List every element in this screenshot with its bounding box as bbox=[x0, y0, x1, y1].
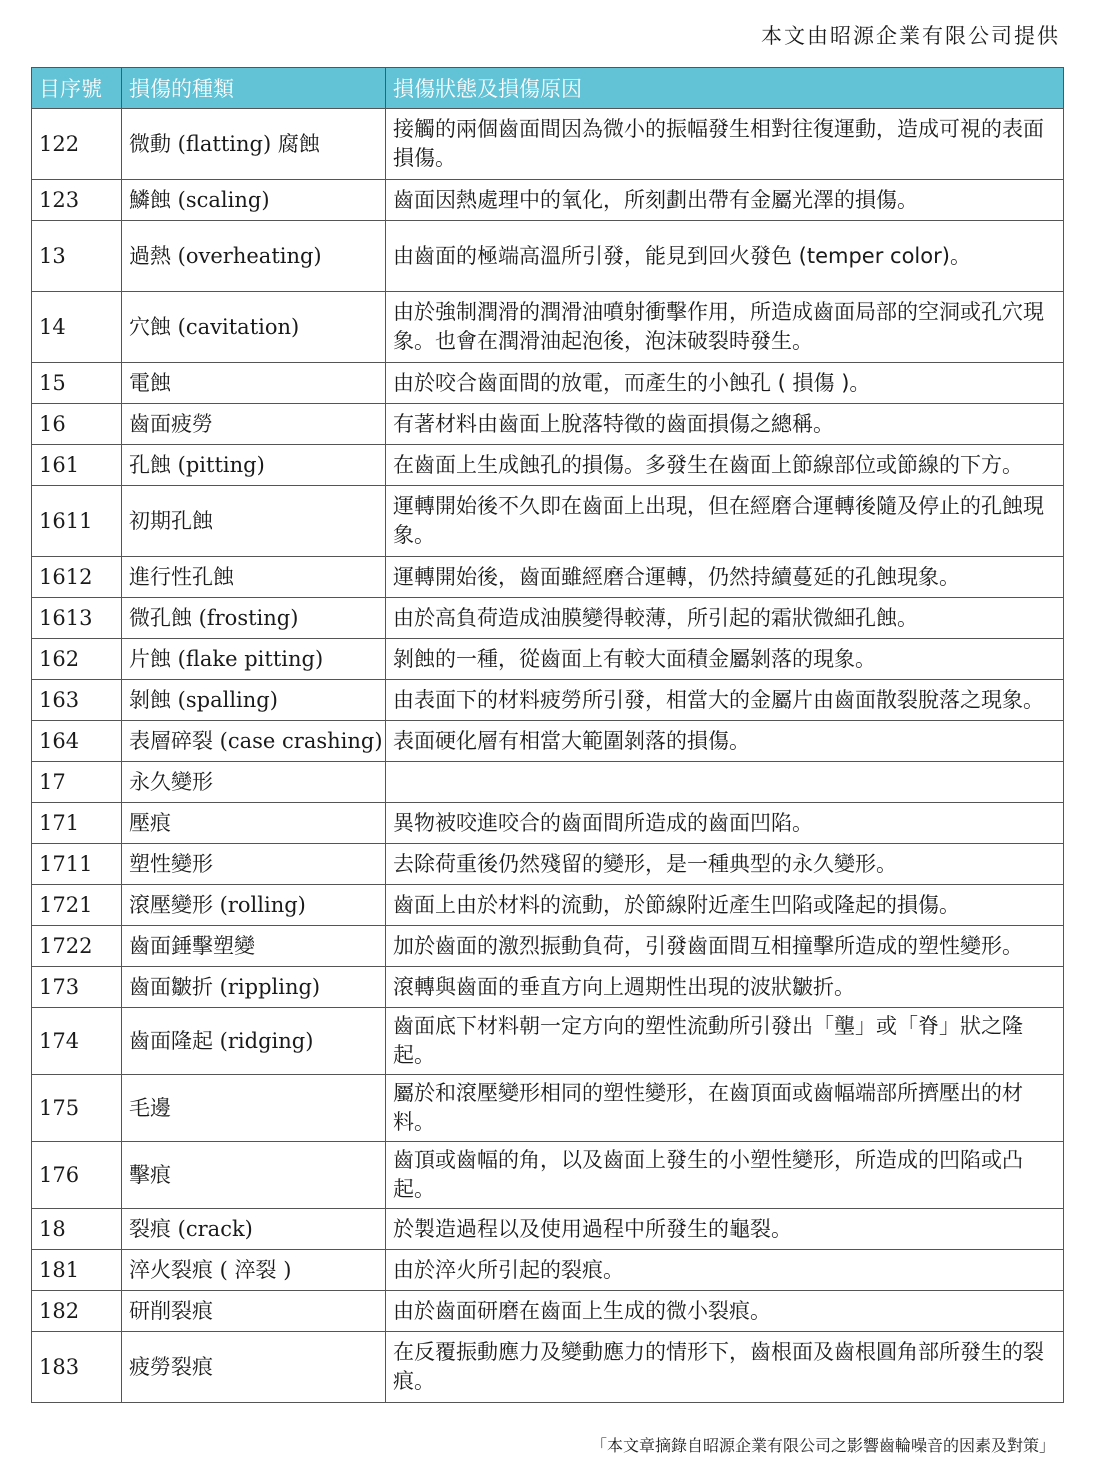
description-cell: 於製造過程以及使用過程中所發生的龜裂。 bbox=[386, 1209, 1064, 1250]
description-cell: 加於齒面的激烈振動負荷，引發齒面間互相撞擊所造成的塑性變形。 bbox=[386, 926, 1064, 967]
table-row bbox=[32, 404, 1064, 445]
kind-cell: 齒面疲勞 bbox=[122, 404, 386, 445]
description-cell: 去除荷重後仍然殘留的變形，是一種典型的永久變形。 bbox=[386, 844, 1064, 885]
description-cell: 運轉開始後，齒面雖經磨合運轉，仍然持續蔓延的孔蝕現象。 bbox=[386, 557, 1064, 598]
kind-cell: 裂痕 (crack) bbox=[122, 1209, 386, 1250]
kind-cell: 剝蝕 (spalling) bbox=[122, 680, 386, 721]
kind-cell: 研削裂痕 bbox=[122, 1291, 386, 1332]
code-cell: 181 bbox=[32, 1250, 122, 1291]
code-cell: 162 bbox=[32, 639, 122, 680]
code-cell: 163 bbox=[32, 680, 122, 721]
kind-cell: 齒面皺折 (rippling) bbox=[122, 967, 386, 1008]
kind-cell: 毛邊 bbox=[122, 1075, 386, 1142]
table-row bbox=[32, 1209, 1064, 1250]
kind-cell: 永久變形 bbox=[122, 762, 386, 803]
table-row bbox=[32, 557, 1064, 598]
table-row bbox=[32, 109, 1064, 180]
code-cell: 174 bbox=[32, 1008, 122, 1075]
kind-cell: 進行性孔蝕 bbox=[122, 557, 386, 598]
table-row bbox=[32, 363, 1064, 404]
kind-cell: 穴蝕 (cavitation) bbox=[122, 292, 386, 363]
code-cell: 171 bbox=[32, 803, 122, 844]
table-row bbox=[32, 292, 1064, 363]
table-header-row bbox=[32, 68, 1064, 109]
code-cell: 1613 bbox=[32, 598, 122, 639]
description-cell: 由於淬火所引起的裂痕。 bbox=[386, 1250, 1064, 1291]
gear-damage-table bbox=[31, 67, 1064, 1403]
description-cell: 表面硬化層有相當大範圍剝落的損傷。 bbox=[386, 721, 1064, 762]
kind-cell: 鱗蝕 (scaling) bbox=[122, 180, 386, 221]
table-row bbox=[32, 639, 1064, 680]
table-row bbox=[32, 598, 1064, 639]
code-cell: 164 bbox=[32, 721, 122, 762]
code-cell: 182 bbox=[32, 1291, 122, 1332]
table-row bbox=[32, 967, 1064, 1008]
kind-cell: 擊痕 bbox=[122, 1142, 386, 1209]
description-cell: 齒面底下材料朝一定方向的塑性流動所引發出「壟」或「脊」狀之隆起。 bbox=[386, 1008, 1064, 1075]
provider-note: 本文由昭源企業有限公司提供 bbox=[761, 24, 1060, 48]
table-row bbox=[32, 180, 1064, 221]
code-cell: 13 bbox=[32, 221, 122, 292]
kind-cell: 片蝕 (flake pitting) bbox=[122, 639, 386, 680]
table-row bbox=[32, 926, 1064, 967]
table-row bbox=[32, 486, 1064, 557]
description-cell bbox=[386, 762, 1064, 803]
code-cell: 122 bbox=[32, 109, 122, 180]
code-cell: 175 bbox=[32, 1075, 122, 1142]
code-cell: 16 bbox=[32, 404, 122, 445]
description-cell: 由表面下的材料疲勞所引發，相當大的金屬片由齒面散裂脫落之現象。 bbox=[386, 680, 1064, 721]
table-row bbox=[32, 1291, 1064, 1332]
description-cell: 齒面上由於材料的流動，於節線附近產生凹陷或隆起的損傷。 bbox=[386, 885, 1064, 926]
source-note: 「本文章摘錄自昭源企業有限公司之影響齒輪噪音的因素及對策」 bbox=[590, 1436, 1055, 1455]
table-row bbox=[32, 721, 1064, 762]
code-cell: 161 bbox=[32, 445, 122, 486]
table-row bbox=[32, 1250, 1064, 1291]
kind-cell: 過熱 (overheating) bbox=[122, 221, 386, 292]
table-row bbox=[32, 1008, 1064, 1075]
table-row bbox=[32, 762, 1064, 803]
code-cell: 173 bbox=[32, 967, 122, 1008]
code-cell: 1722 bbox=[32, 926, 122, 967]
code-cell: 123 bbox=[32, 180, 122, 221]
kind-cell: 微動 (flatting) 腐蝕 bbox=[122, 109, 386, 180]
kind-cell: 滾壓變形 (rolling) bbox=[122, 885, 386, 926]
description-cell: 接觸的兩個齒面間因為微小的振幅發生相對往復運動，造成可視的表面損傷。 bbox=[386, 109, 1064, 180]
table-row bbox=[32, 1142, 1064, 1209]
table-row bbox=[32, 1075, 1064, 1142]
column-header-kind: 損傷的種類 bbox=[122, 68, 386, 109]
description-cell: 滾轉與齒面的垂直方向上週期性出現的波狀皺折。 bbox=[386, 967, 1064, 1008]
table-row bbox=[32, 445, 1064, 486]
column-header-description: 損傷狀態及損傷原因 bbox=[386, 68, 1064, 109]
kind-cell: 疲勞裂痕 bbox=[122, 1332, 386, 1403]
code-cell: 14 bbox=[32, 292, 122, 363]
description-cell: 由於強制潤滑的潤滑油噴射衝擊作用，所造成齒面局部的空洞或孔穴現象。也會在潤滑油起泡後，泡沫破裂時發生。 bbox=[386, 292, 1064, 363]
description-cell: 由於高負荷造成油膜變得較薄，所引起的霜狀微細孔蝕。 bbox=[386, 598, 1064, 639]
kind-cell: 表層碎裂 (case crashing) bbox=[122, 721, 386, 762]
code-cell: 17 bbox=[32, 762, 122, 803]
code-cell: 1711 bbox=[32, 844, 122, 885]
description-cell: 齒面因熱處理中的氧化，所刻劃出帶有金屬光澤的損傷。 bbox=[386, 180, 1064, 221]
kind-cell: 淬火裂痕 ( 淬裂 ) bbox=[122, 1250, 386, 1291]
column-header-code: 目序號 bbox=[32, 68, 122, 109]
kind-cell: 微孔蝕 (frosting) bbox=[122, 598, 386, 639]
description-cell: 由於齒面研磨在齒面上生成的微小裂痕。 bbox=[386, 1291, 1064, 1332]
description-cell: 剝蝕的一種，從齒面上有較大面積金屬剝落的現象。 bbox=[386, 639, 1064, 680]
description-cell: 由於咬合齒面間的放電，而產生的小蝕孔 ( 損傷 )。 bbox=[386, 363, 1064, 404]
table-row bbox=[32, 680, 1064, 721]
kind-cell: 塑性變形 bbox=[122, 844, 386, 885]
description-cell: 異物被咬進咬合的齒面間所造成的齒面凹陷。 bbox=[386, 803, 1064, 844]
code-cell: 15 bbox=[32, 363, 122, 404]
table-body bbox=[32, 109, 1064, 1403]
kind-cell: 壓痕 bbox=[122, 803, 386, 844]
kind-cell: 齒面隆起 (ridging) bbox=[122, 1008, 386, 1075]
table-row bbox=[32, 221, 1064, 292]
kind-cell: 孔蝕 (pitting) bbox=[122, 445, 386, 486]
code-cell: 1611 bbox=[32, 486, 122, 557]
code-cell: 176 bbox=[32, 1142, 122, 1209]
kind-cell: 齒面錘擊塑變 bbox=[122, 926, 386, 967]
table-row bbox=[32, 1332, 1064, 1403]
description-cell: 在齒面上生成蝕孔的損傷。多發生在齒面上節線部位或節線的下方。 bbox=[386, 445, 1064, 486]
description-cell: 屬於和滾壓變形相同的塑性變形，在齒頂面或齒幅端部所擠壓出的材料。 bbox=[386, 1075, 1064, 1142]
description-cell: 在反覆振動應力及變動應力的情形下，齒根面及齒根圓角部所發生的裂痕。 bbox=[386, 1332, 1064, 1403]
code-cell: 183 bbox=[32, 1332, 122, 1403]
kind-cell: 初期孔蝕 bbox=[122, 486, 386, 557]
table-row bbox=[32, 885, 1064, 926]
description-cell: 由齒面的極端高溫所引發，能見到回火發色 (temper color)。 bbox=[386, 221, 1064, 292]
description-cell: 齒頂或齒幅的角，以及齒面上發生的小塑性變形，所造成的凹陷或凸起。 bbox=[386, 1142, 1064, 1209]
code-cell: 1612 bbox=[32, 557, 122, 598]
kind-cell: 電蝕 bbox=[122, 363, 386, 404]
description-cell: 運轉開始後不久即在齒面上出現，但在經磨合運轉後隨及停止的孔蝕現象。 bbox=[386, 486, 1064, 557]
table-row bbox=[32, 844, 1064, 885]
table-row bbox=[32, 803, 1064, 844]
code-cell: 18 bbox=[32, 1209, 122, 1250]
code-cell: 1721 bbox=[32, 885, 122, 926]
description-cell: 有著材料由齒面上脫落特徵的齒面損傷之總稱。 bbox=[386, 404, 1064, 445]
